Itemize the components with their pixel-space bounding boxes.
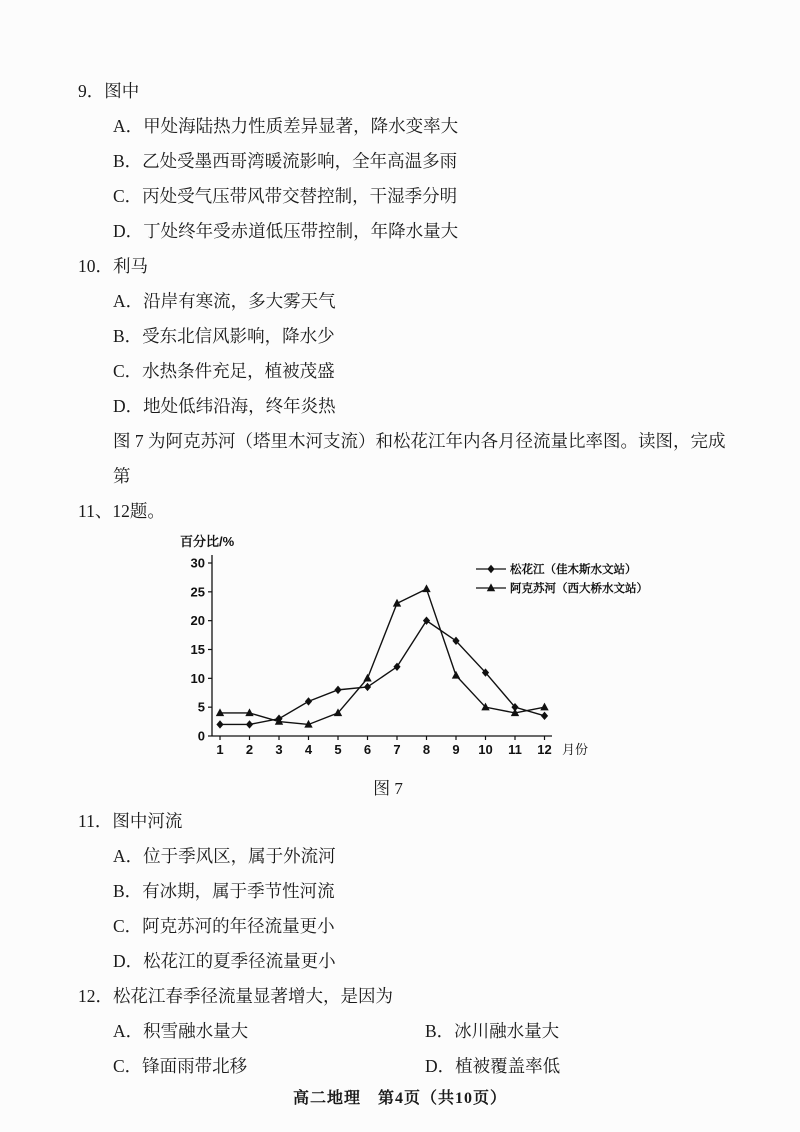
- svg-text:12: 12: [537, 742, 552, 757]
- question-9-option-c: C．丙处受气压带风带交替控制，干湿季分明: [113, 186, 458, 206]
- question-9-stem: 9．图中: [78, 81, 140, 101]
- svg-text:3: 3: [275, 742, 283, 757]
- svg-text:2: 2: [245, 742, 254, 757]
- svg-text:30: 30: [190, 555, 205, 571]
- question-10-option-d: D．地处低纬沿海，终年炎热: [113, 396, 336, 416]
- question-10-option-c: C．水热条件充足，植被茂盛: [113, 361, 335, 381]
- question-12-option-c: C．锋面雨带北移: [113, 1056, 248, 1076]
- svg-text:阿克苏河（西大桥水文站）: 阿克苏河（西大桥水文站）: [510, 583, 648, 595]
- question-12-option-d: D．植被覆盖率低: [425, 1056, 561, 1076]
- question-11-option-b: B．有冰期，属于季节性河流: [113, 881, 335, 901]
- figure-7-caption: 图 7: [373, 779, 403, 798]
- question-11-option-d: D．松花江的夏季径流量更小: [113, 951, 336, 971]
- runoff-line-chart: [178, 533, 658, 769]
- question-12-option-b: B．冰川融水量大: [425, 1021, 560, 1041]
- question-12: [78, 979, 742, 1084]
- figure-intro-line-2: 11、12题。: [78, 501, 165, 521]
- svg-text:0: 0: [197, 728, 205, 744]
- question-11: [78, 804, 742, 979]
- question-10: [78, 249, 742, 424]
- runoff-chart-wrap: [178, 533, 742, 804]
- svg-text:百分比/%: 百分比/%: [180, 534, 235, 549]
- question-10-option-b: B．受东北信风影响，降水少: [113, 326, 335, 346]
- question-9-option-d: D．丁处终年受赤道低压带控制，年降水量大: [113, 221, 459, 241]
- svg-text:9: 9: [452, 742, 460, 757]
- page-footer: 高二地理 第4页（共10页）: [292, 1090, 507, 1107]
- question-12-options: [78, 1014, 742, 1084]
- svg-text:5: 5: [197, 699, 205, 715]
- figure-intro-line-1: 图 7 为阿克苏河（塔里木河支流）和松花江年内各月径流量比率图。读图，完成第: [113, 431, 726, 486]
- svg-text:10: 10: [478, 742, 493, 757]
- figure-7: [78, 533, 742, 804]
- svg-text:1: 1: [216, 742, 224, 757]
- question-11-option-c: C．阿克苏河的年径流量更小: [113, 916, 335, 936]
- svg-text:11: 11: [508, 742, 522, 757]
- question-9-option-b: B．乙处受墨西哥湾暖流影响，全年高温多雨: [113, 151, 458, 171]
- svg-text:10: 10: [190, 670, 205, 686]
- svg-text:15: 15: [190, 642, 205, 657]
- figure-intro: [78, 424, 742, 529]
- question-12-option-a: A．积雪融水量大: [113, 1021, 249, 1041]
- question-9: [78, 74, 742, 249]
- svg-text:4: 4: [304, 742, 313, 757]
- svg-text:8: 8: [422, 742, 431, 757]
- svg-text:20: 20: [190, 613, 205, 629]
- svg-text:月份: 月份: [562, 742, 589, 757]
- question-9-option-a: A．甲处海陆热力性质差异显著，降水变率大: [113, 116, 459, 136]
- question-11-stem: 11．图中河流: [78, 811, 183, 831]
- svg-text:25: 25: [190, 584, 205, 600]
- svg-text:松花江（佳木斯水文站）: 松花江（佳木斯水文站）: [510, 564, 637, 576]
- svg-text:5: 5: [334, 742, 342, 757]
- question-12-stem: 12．松花江春季径流量显著增大，是因为: [78, 986, 393, 1006]
- question-10-stem: 10．利马: [78, 256, 148, 276]
- question-11-option-a: A．位于季风区，属于外流河: [113, 846, 336, 866]
- question-10-option-a: A．沿岸有寒流，多大雾天气: [113, 291, 336, 311]
- svg-text:6: 6: [363, 742, 372, 757]
- svg-text:7: 7: [393, 742, 401, 757]
